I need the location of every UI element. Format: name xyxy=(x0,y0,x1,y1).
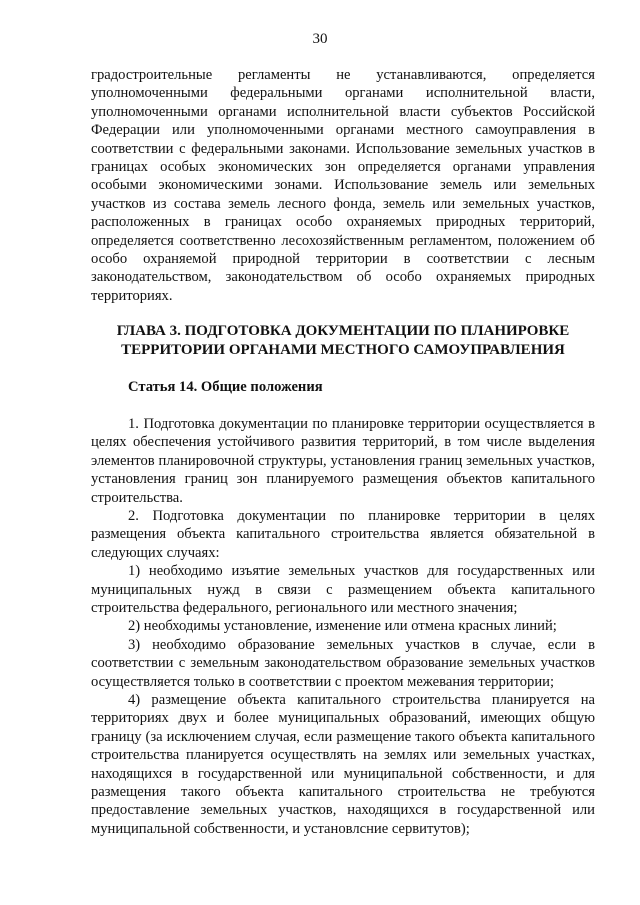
article-item-2: 2) необходимы установление, изменение или отмена красных линий; xyxy=(128,618,557,635)
chapter-heading-line-1: ГЛАВА 3. ПОДГОТОВКА ДОКУМЕНТАЦИИ ПО ПЛАНИРОВКЕ xyxy=(116,323,570,340)
chapter-heading-line-2: ТЕРРИТОРИИ ОРГАНАМИ МЕСТНОГО САМОУПРАВЛЕНИЯ xyxy=(121,341,565,358)
article-item-1: 1) необходимо изъятие земельных участков для государственных или муниципальных нужд в связи с размещением объекта капитального строительства федерального, регионального или местного значения; xyxy=(91,563,595,616)
article-title: Статья 14. Общие положения xyxy=(128,379,323,396)
chapter-heading xyxy=(91,322,595,359)
page-content xyxy=(91,66,595,838)
article-paragraph-2: 2. Подготовка документации по планировке территории в целях размещения объекта капитального строительства является обязательной в следующих случаях: xyxy=(91,507,595,561)
article-paragraph-1: 1. Подготовка документации по планировке территории осуществляется в целях обеспечения устойчивого развития территорий, в том числе выделения элементов планировочной структуры, установления границ земельных участков, установления границ зон планируемого размещения объектов капитального строительства. xyxy=(91,415,595,506)
article-item-3: 3) необходимо образование земельных участков в случае, если в соответствии с земельным законодательством образование земельных участков осуществляется только в соответствии с проектом межевания территории; xyxy=(91,636,595,690)
article-item-4: 4) размещение объекта капитального строительства планируется на территориях двух и более муниципальных образований, имеющих общую границу (за исключением случая, если размещение такого объекта капитального строительства планируется осуществлять на землях или земельных участках, находящихся в государственной или муниципальной собственности, и для размещения такого объекта капитального строительства не требуются предоставление земельных участков, находящихся в государственной или муниципальной собственности, и установлсние сервитутов); xyxy=(91,691,595,837)
intro-paragraph: градостроительные регламенты не устанавливаются, определяется уполномоченными федеральными органами исполнительной власти, уполномоченными органами исполнительной власти субъектов Российской Федерации или уполномоченными органами местного самоуправления в соответствии с федеральными законами. Использование земельных участков в границах особых экономических зон определяется органами управления особыми экономическими зонами. Использование земель или земельных участков из состава земель лесного фонда, земель или земельных участков, расположенных в границах особо охраняемых природных территорий, определяется соответственно лесохозяйственным регламентом, положением об особо охраняемой природной территории в соответствии с лесным законодательством, законодательством об особо охраняемых природных территориях. xyxy=(91,67,595,304)
page-number: 30 xyxy=(312,31,328,47)
